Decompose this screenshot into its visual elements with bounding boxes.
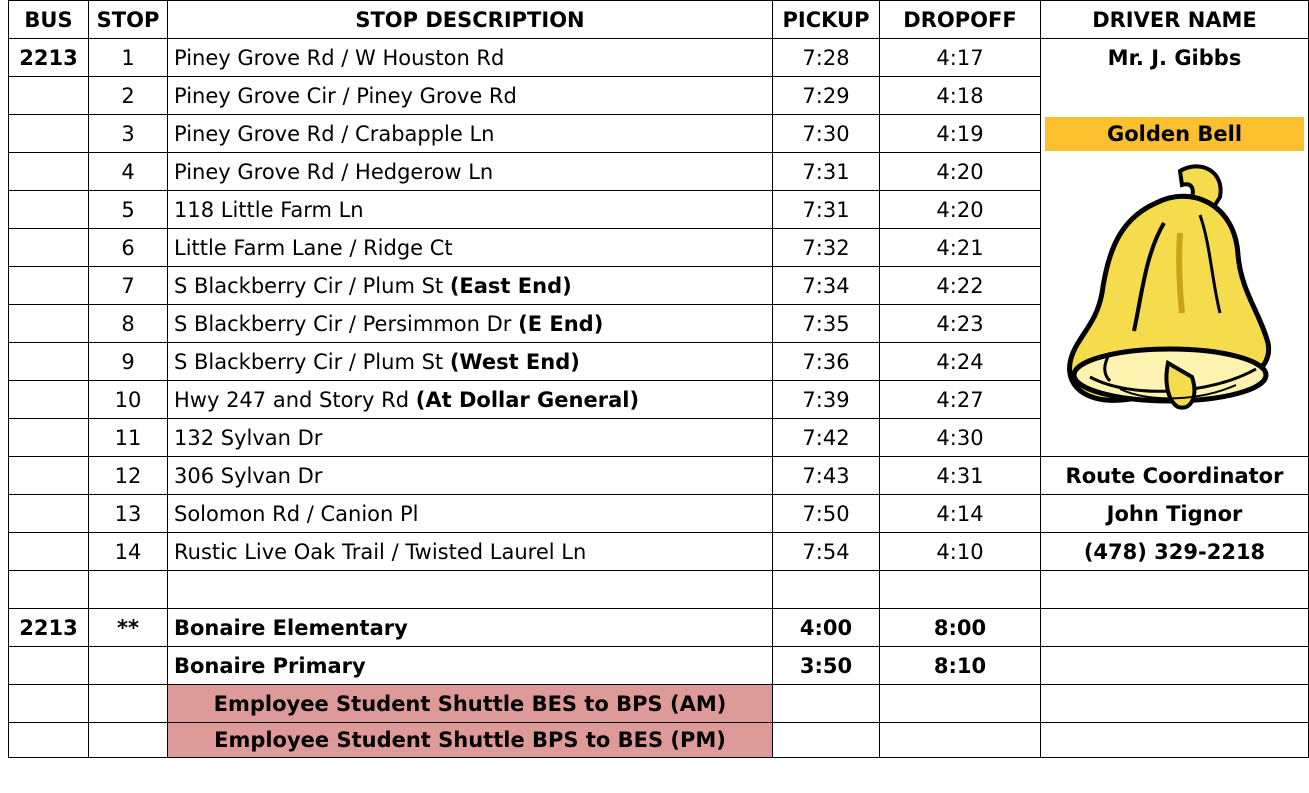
coordinator-phone: (478) 329-2218 (1041, 533, 1309, 571)
stop-cell: 7 (89, 267, 168, 305)
table-row (9, 571, 1309, 609)
dropoff-cell: 4:23 (880, 305, 1041, 343)
pickup-cell: 7:42 (773, 419, 880, 457)
pickup-cell (773, 723, 880, 758)
bell-icon (1060, 163, 1278, 428)
driver-cell (1041, 685, 1309, 723)
pickup-cell: 7:54 (773, 533, 880, 571)
dropoff-cell: 4:20 (880, 191, 1041, 229)
stop-cell: 3 (89, 115, 168, 153)
bus-cell (9, 153, 89, 191)
pickup-cell: 7:43 (773, 457, 880, 495)
school-name: Bonaire Elementary (168, 609, 773, 647)
pickup-cell: 7:28 (773, 39, 880, 77)
bus-cell (9, 229, 89, 267)
dropoff-cell (880, 685, 1041, 723)
driver-cell (1041, 647, 1309, 685)
driver-cell (1041, 723, 1309, 758)
dropoff-cell: 4:17 (880, 39, 1041, 77)
stop-cell: 14 (89, 533, 168, 571)
description-note: (East End) (449, 273, 572, 298)
driver-name: Mr. J. Gibbs (1041, 39, 1309, 77)
description-text: Piney Grove Rd / Crabapple Ln (174, 121, 495, 146)
header-row (9, 1, 1309, 39)
pickup-cell: 7:32 (773, 229, 880, 267)
bus-cell (9, 191, 89, 229)
description-cell (168, 457, 773, 495)
table-row (9, 533, 1309, 571)
golden-bell-cell (1041, 115, 1309, 153)
header-driver-name: DRIVER NAME (1041, 1, 1309, 39)
description-text: S Blackberry Cir / Persimmon Dr (174, 311, 519, 336)
dropoff-cell: 4:30 (880, 419, 1041, 457)
bus-cell (9, 457, 89, 495)
pickup-cell: 3:50 (773, 647, 880, 685)
bus-cell (9, 571, 89, 609)
stop-cell: 2 (89, 77, 168, 115)
description-cell (168, 571, 773, 609)
stop-cell: 10 (89, 381, 168, 419)
table-row (9, 495, 1309, 533)
school-name: Bonaire Primary (168, 647, 773, 685)
header-stop: STOP (89, 1, 168, 39)
stop-cell: 8 (89, 305, 168, 343)
shuttle-pm-label: Employee Student Shuttle BPS to BES (PM) (168, 723, 773, 758)
bus-cell (9, 267, 89, 305)
description-text: 132 Sylvan Dr (174, 425, 323, 450)
description-cell (168, 381, 773, 419)
stop-cell (89, 571, 168, 609)
dropoff-cell: 4:14 (880, 495, 1041, 533)
pickup-cell: 7:31 (773, 153, 880, 191)
golden-bell-badge: Golden Bell (1045, 117, 1304, 151)
stop-cell (89, 685, 168, 723)
bus-cell (9, 419, 89, 457)
header-pickup: PICKUP (773, 1, 880, 39)
description-cell (168, 153, 773, 191)
description-text: S Blackberry Cir / Plum St (174, 273, 450, 298)
pickup-cell: 7:29 (773, 77, 880, 115)
shuttle-row (9, 723, 1309, 758)
bus-cell (9, 343, 89, 381)
description-text: 118 Little Farm Ln (174, 197, 364, 222)
dropoff-cell: 4:19 (880, 115, 1041, 153)
route-coordinator-label: Route Coordinator (1041, 457, 1309, 495)
description-text: 306 Sylvan Dr (174, 463, 323, 488)
description-text: Piney Grove Cir / Piney Grove Rd (174, 83, 517, 108)
description-cell (168, 533, 773, 571)
dropoff-cell: 4:21 (880, 229, 1041, 267)
pickup-cell: 7:30 (773, 115, 880, 153)
description-cell (168, 115, 773, 153)
dropoff-cell: 4:24 (880, 343, 1041, 381)
description-text: Solomon Rd / Canion Pl (174, 501, 419, 526)
stop-cell: ** (89, 609, 168, 647)
description-cell (168, 305, 773, 343)
header-dropoff: DROPOFF (880, 1, 1041, 39)
stop-cell: 13 (89, 495, 168, 533)
bus-cell (9, 77, 89, 115)
stop-cell: 11 (89, 419, 168, 457)
driver-cell (1041, 77, 1309, 115)
pickup-cell (773, 685, 880, 723)
description-cell (168, 267, 773, 305)
description-text: Hwy 247 and Story Rd (174, 387, 416, 412)
header-bus: BUS (9, 1, 89, 39)
driver-cell (1041, 571, 1309, 609)
shuttle-row (9, 685, 1309, 723)
dropoff-cell: 4:22 (880, 267, 1041, 305)
description-cell (168, 191, 773, 229)
description-cell (168, 229, 773, 267)
table-row (9, 39, 1309, 77)
bus-cell (9, 647, 89, 685)
stop-cell: 6 (89, 229, 168, 267)
pickup-cell: 7:34 (773, 267, 880, 305)
bus-cell (9, 495, 89, 533)
stop-cell: 1 (89, 39, 168, 77)
route-sheet (8, 0, 1309, 793)
dropoff-cell: 4:31 (880, 457, 1041, 495)
description-text: S Blackberry Cir / Plum St (174, 349, 450, 374)
header-stop-description: STOP DESCRIPTION (168, 1, 773, 39)
stop-cell: 4 (89, 153, 168, 191)
bus-cell (9, 381, 89, 419)
school-row (9, 609, 1309, 647)
dropoff-cell: 4:18 (880, 77, 1041, 115)
pickup-cell (773, 571, 880, 609)
coordinator-name: John Tignor (1041, 495, 1309, 533)
dropoff-cell: 8:00 (880, 609, 1041, 647)
table-row (9, 77, 1309, 115)
bus-cell (9, 723, 89, 758)
school-row (9, 647, 1309, 685)
table-row (9, 115, 1309, 153)
bus-cell (9, 115, 89, 153)
driver-cell (1041, 609, 1309, 647)
description-cell (168, 39, 773, 77)
description-text: Rustic Live Oak Trail / Twisted Laurel Ln (174, 539, 587, 564)
dropoff-cell (880, 571, 1041, 609)
bus-cell: 2213 (9, 609, 89, 647)
shuttle-am-label: Employee Student Shuttle BES to BPS (AM) (168, 685, 773, 723)
pickup-cell: 7:31 (773, 191, 880, 229)
pickup-cell: 7:50 (773, 495, 880, 533)
description-cell (168, 343, 773, 381)
dropoff-cell: 8:10 (880, 647, 1041, 685)
bus-cell (9, 533, 89, 571)
stop-cell: 12 (89, 457, 168, 495)
bus-cell: 2213 (9, 39, 89, 77)
pickup-cell: 7:35 (773, 305, 880, 343)
dropoff-cell: 4:27 (880, 381, 1041, 419)
stop-cell (89, 647, 168, 685)
description-text: Piney Grove Rd / W Houston Rd (174, 45, 505, 70)
stop-cell (89, 723, 168, 758)
pickup-cell: 7:36 (773, 343, 880, 381)
stop-cell: 9 (89, 343, 168, 381)
bus-cell (9, 685, 89, 723)
dropoff-cell: 4:20 (880, 153, 1041, 191)
table-row (9, 457, 1309, 495)
bus-cell (9, 305, 89, 343)
description-note: (West End) (449, 349, 580, 374)
description-text: Piney Grove Rd / Hedgerow Ln (174, 159, 494, 184)
description-note: (At Dollar General) (415, 387, 640, 412)
dropoff-cell (880, 723, 1041, 758)
dropoff-cell: 4:10 (880, 533, 1041, 571)
description-cell (168, 419, 773, 457)
description-note: (E End) (518, 311, 604, 336)
pickup-cell: 4:00 (773, 609, 880, 647)
description-text: Little Farm Lane / Ridge Ct (174, 235, 453, 260)
description-cell (168, 495, 773, 533)
stop-cell: 5 (89, 191, 168, 229)
description-cell (168, 77, 773, 115)
pickup-cell: 7:39 (773, 381, 880, 419)
